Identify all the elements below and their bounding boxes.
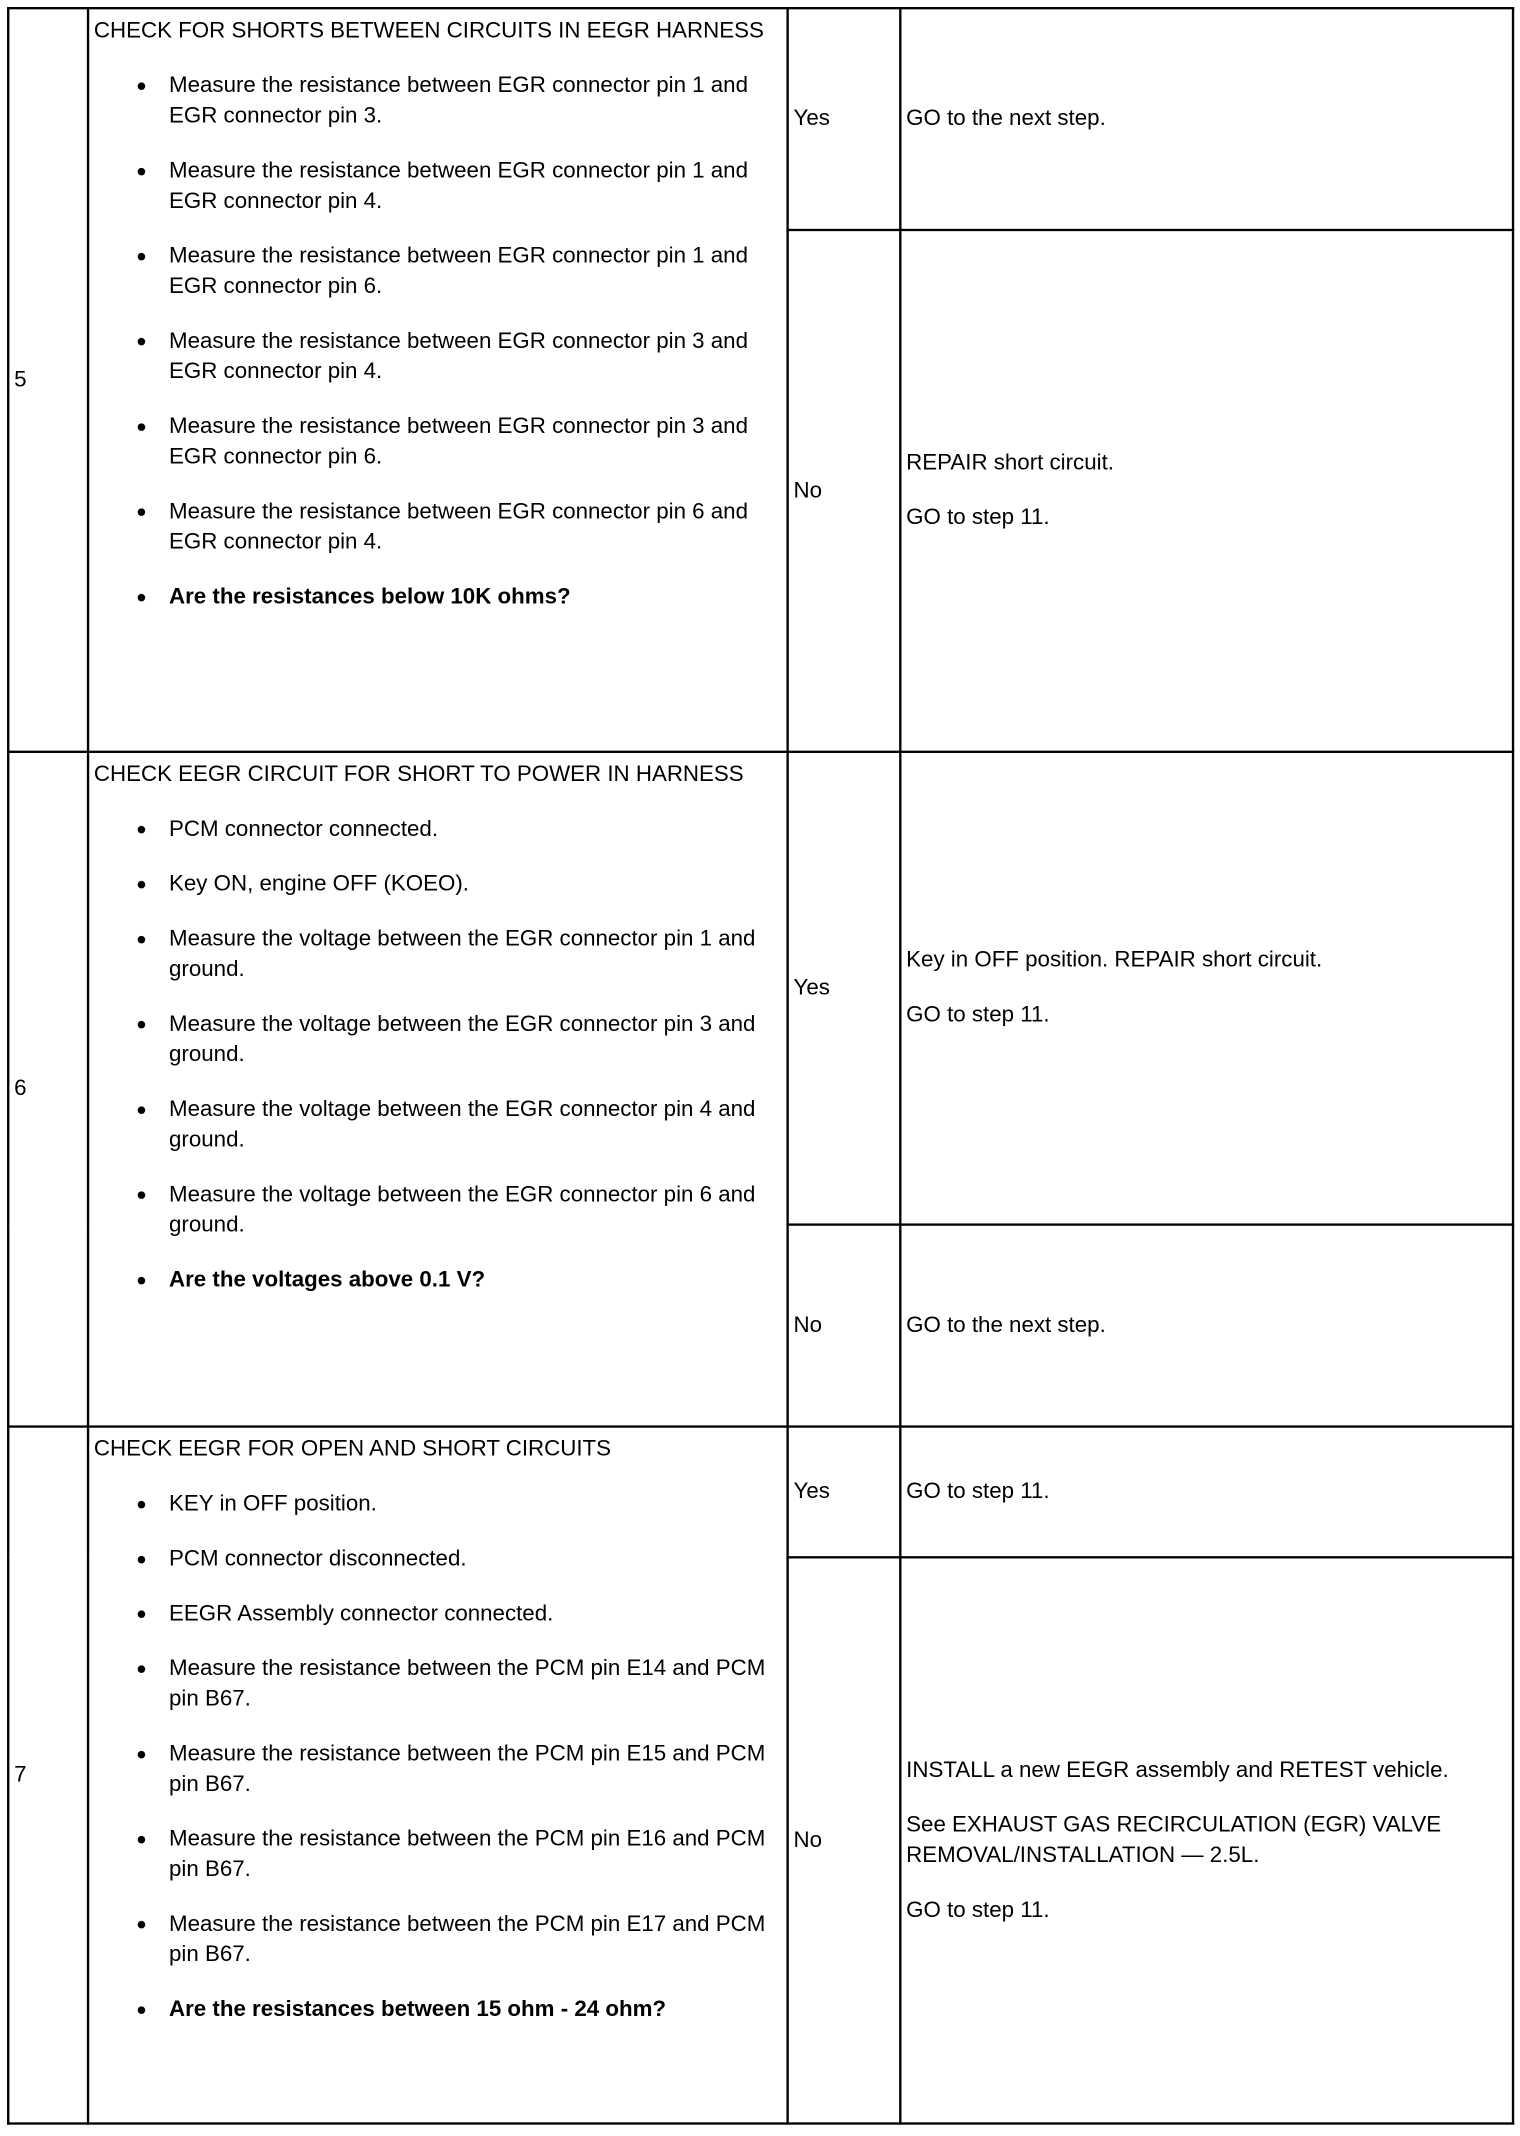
step-title: CHECK EEGR FOR OPEN AND SHORT CIRCUITS bbox=[93, 1437, 612, 1462]
action-cell bbox=[88, 752, 788, 1427]
list-item: ● Measure the resistance between the PCM pin E17 and PCM pin B67. bbox=[94, 1910, 782, 1971]
result-no bbox=[900, 230, 1513, 752]
question-item: ● Are the voltages above 0.1 V? bbox=[94, 1265, 782, 1295]
result-text: Key in OFF position. REPAIR short circuit. bbox=[906, 947, 1323, 973]
result-text: GO to step 11. bbox=[906, 1479, 1050, 1504]
list-item: ● Measure the resistance between EGR connector pin 1 and EGR connector pin 4. bbox=[94, 156, 782, 217]
list-item: ● Measure the resistance between the PCM pin E16 and PCM pin B67. bbox=[94, 1825, 782, 1886]
list-item: ● Measure the voltage between the EGR connector pin 1 and ground. bbox=[94, 925, 782, 986]
table-row-step-5-yes bbox=[8, 8, 1513, 230]
step-title: CHECK EEGR CIRCUIT FOR SHORT TO POWER IN HARNESS bbox=[93, 762, 744, 787]
result-text: GO to step 11. bbox=[906, 505, 1050, 530]
result-text: INSTALL a new EEGR assembly and RETEST vehicle. bbox=[906, 1757, 1449, 1783]
result-text: GO to the next step. bbox=[906, 1312, 1106, 1338]
action-list bbox=[94, 1490, 782, 2026]
list-item: ● Measure the resistance between EGR connector pin 6 and EGR connector pin 4. bbox=[94, 497, 782, 558]
list-item: ● Key ON, engine OFF (KOEO). bbox=[94, 870, 782, 900]
action-cell bbox=[88, 1427, 788, 2124]
action-list bbox=[94, 815, 782, 1296]
question-item: ● Are the resistances between 15 ohm - 24 ohm? bbox=[94, 1995, 782, 2025]
list-item: ● Measure the voltage between the EGR connector pin 4 and ground. bbox=[94, 1095, 782, 1156]
result-yes bbox=[900, 1427, 1513, 1558]
list-item: ● PCM connector disconnected. bbox=[94, 1544, 782, 1574]
diagnostic-table bbox=[7, 7, 1514, 2125]
action-list bbox=[94, 71, 782, 613]
result-no bbox=[900, 1225, 1513, 1427]
table-row-step-6-yes bbox=[8, 752, 1513, 1225]
list-item: ● Measure the resistance between EGR connector pin 1 and EGR connector pin 6. bbox=[94, 242, 782, 303]
action-cell bbox=[88, 8, 788, 752]
list-item: ● Measure the voltage between the EGR connector pin 6 and ground. bbox=[94, 1180, 782, 1241]
list-item: ● Measure the voltage between the EGR connector pin 3 and ground. bbox=[94, 1010, 782, 1071]
list-item: ● Measure the resistance between EGR connector pin 1 and EGR connector pin 3. bbox=[94, 71, 782, 132]
result-text: GO to the next step. bbox=[906, 106, 1106, 131]
question-item: ● Are the resistances below 10K ohms? bbox=[94, 583, 782, 613]
list-item: ● KEY in OFF position. bbox=[94, 1490, 782, 1520]
answer-no: No bbox=[788, 1557, 901, 2123]
result-yes bbox=[900, 8, 1513, 230]
result-text: REPAIR short circuit. bbox=[906, 450, 1114, 476]
list-item: ● Measure the resistance between EGR connector pin 3 and EGR connector pin 6. bbox=[94, 412, 782, 473]
result-text: GO to step 11. bbox=[906, 1002, 1050, 1028]
result-yes bbox=[900, 752, 1513, 1225]
list-item: ● Measure the resistance between the PCM pin E14 and PCM pin B67. bbox=[94, 1654, 782, 1715]
answer-no: No bbox=[788, 230, 901, 752]
list-item: ● EEGR Assembly connector connected. bbox=[94, 1599, 782, 1629]
result-text: See EXHAUST GAS RECIRCULATION (EGR) VALVE REMOVAL/INSTALLATION — 2.5L. bbox=[906, 1812, 1442, 1868]
list-item: ● Measure the resistance between the PCM pin E15 and PCM pin B67. bbox=[94, 1739, 782, 1800]
answer-yes: Yes bbox=[788, 752, 901, 1225]
step-number: 6 bbox=[8, 752, 88, 1427]
answer-yes: Yes bbox=[788, 8, 901, 230]
list-item: ● Measure the resistance between EGR connector pin 3 and EGR connector pin 4. bbox=[94, 327, 782, 388]
result-text: GO to step 11. bbox=[906, 1897, 1050, 1923]
answer-no: No bbox=[788, 1225, 901, 1427]
list-item: ● PCM connector connected. bbox=[94, 815, 782, 845]
table-row-step-7-yes bbox=[8, 1427, 1513, 1558]
step-number: 7 bbox=[8, 1427, 88, 2124]
step-number: 5 bbox=[8, 8, 88, 752]
result-no bbox=[900, 1557, 1513, 2123]
step-title: CHECK FOR SHORTS BETWEEN CIRCUITS IN EEGR HARNESS bbox=[93, 18, 764, 44]
answer-yes: Yes bbox=[788, 1427, 901, 1558]
